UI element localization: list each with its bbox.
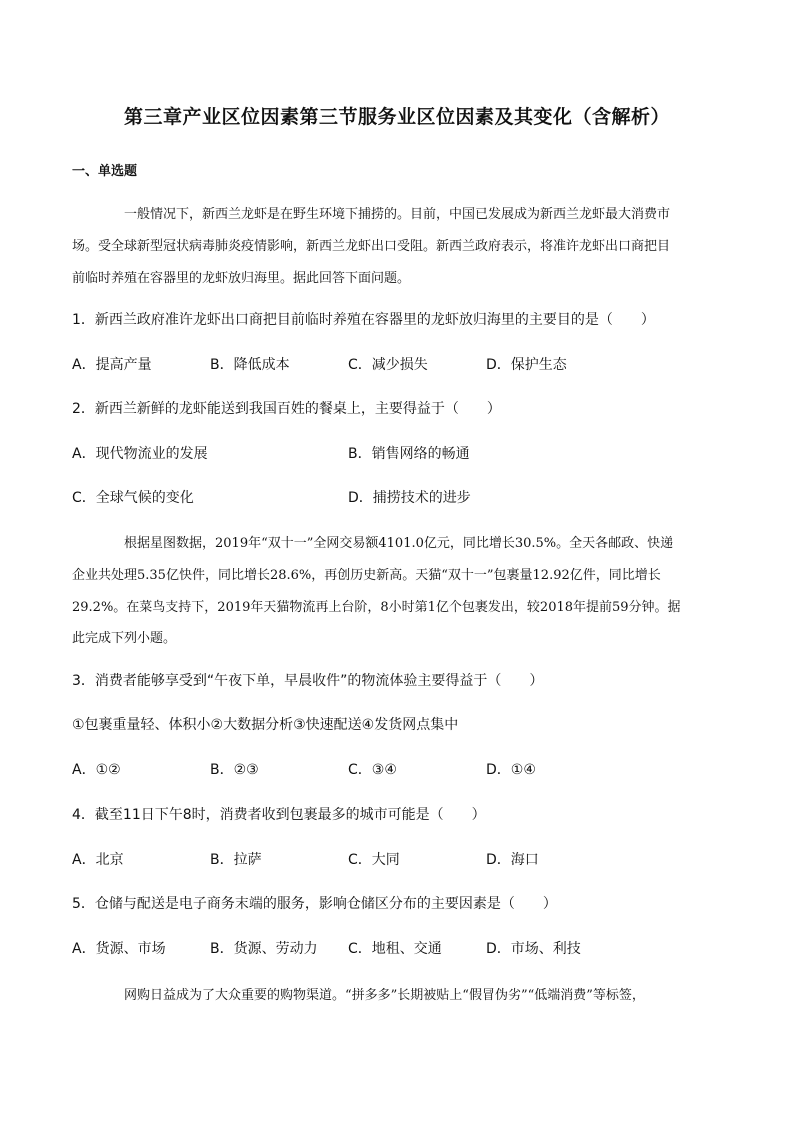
question-2-option-d: D．捕捞技术的进步: [348, 490, 471, 506]
passage-3-line-1: 网购日益成为了大众重要的购物渠道。“拼多多”长期被贴上“假冒伪劣”“低端消费”等标签，: [124, 988, 645, 1003]
question-2-option-c: C．全球气候的变化: [72, 490, 194, 506]
question-3-option-c: C．③④: [348, 762, 397, 778]
section-heading: 一、单选题: [72, 164, 138, 179]
question-4-stem: 4．截至11日下午8时，消费者收到包裹最多的城市可能是（ ）: [72, 807, 486, 823]
question-2-option-a: A．现代物流业的发展: [72, 446, 208, 462]
question-3-option-b: B．②③: [210, 762, 259, 778]
question-1-option-c: C．减少损失: [348, 357, 428, 373]
question-3-option-a: A．①②: [72, 762, 121, 778]
passage-2-line-4: 此完成下列小题。: [72, 631, 177, 646]
question-3-stem: 3．消费者能够享受到“午夜下单，早晨收件”的物流体验主要得益于（ ）: [72, 673, 544, 689]
question-2-stem: 2．新西兰新鲜的龙虾能送到我国百姓的餐桌上，主要得益于（ ）: [72, 401, 501, 417]
question-4-option-c: C．大同: [348, 852, 400, 868]
question-5-option-d: D．市场、利技: [486, 941, 581, 957]
question-4-option-d: D．海口: [486, 852, 539, 868]
question-3-option-d: D．①④: [486, 762, 536, 778]
question-5-option-c: C．地租、交通: [348, 941, 442, 957]
passage-1-line-3: 前临时养殖在容器里的龙虾放归海里。据此回答下面问题。: [72, 271, 411, 286]
question-2-option-b: B．销售网络的畅通: [348, 446, 470, 462]
question-1-option-a: A．提高产量: [72, 357, 152, 373]
passage-2-line-3: 29.2%。在菜鸟支持下，2019年天猫物流再上台阶，8小时第1亿个包裹发出，较2018年提前59分钟。据: [72, 600, 681, 615]
question-1-option-d: D．保护生态: [486, 357, 567, 373]
question-4-option-b: B．拉萨: [210, 852, 262, 868]
passage-2-line-1: 根据星图数据，2019年“双十一”全网交易额4101.0亿元，同比增长30.5%。全天各邮政、快递: [124, 536, 674, 551]
question-5-option-a: A．货源、市场: [72, 941, 166, 957]
question-1-stem: 1．新西兰政府准许龙虾出口商把目前临时养殖在容器里的龙虾放归海里的主要目的是（ ）: [72, 312, 655, 328]
question-3-statements: ①包裹重量轻、体积小②大数据分析③快速配送④发货网点集中: [72, 717, 459, 733]
question-4-option-a: A．北京: [72, 852, 124, 868]
page-title: 第三章产业区位因素第三节服务业区位因素及其变化（含解析）: [123, 106, 670, 128]
question-5-stem: 5．仓储与配送是电子商务末端的服务，影响仓储区分布的主要因素是（ ）: [72, 896, 557, 912]
question-5-option-b: B．货源、劳动力: [210, 941, 318, 957]
passage-2-line-2: 企业共处理5.35亿快件，同比增长28.6%，再创历史新高。天猫“双十一”包裹量12.92亿件，同比增长: [72, 568, 661, 583]
passage-1-line-2: 场。受全球新型冠状病毒肺炎疫情影响，新西兰龙虾出口受阻。新西兰政府表示，将准许龙虾出口商把目: [72, 239, 671, 254]
passage-1-line-1: 一般情况下，新西兰龙虾是在野生环境下捕捞的。目前，中国已发展成为新西兰龙虾最大消费市: [124, 207, 671, 222]
question-1-option-b: B．降低成本: [210, 357, 290, 373]
